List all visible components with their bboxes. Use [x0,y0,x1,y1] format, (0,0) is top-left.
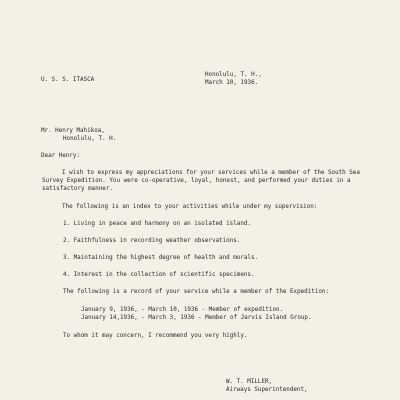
ship-name: U. S. S. ITASCA [41,77,95,83]
record-intro: The following is a record of your service while a member of the Expedition: [63,289,329,295]
index-item: 4. Interest in the collection of scientific specimens. [63,272,255,278]
index-item: 3. Maintaining the highest degree of health and morals. [63,255,259,261]
recipient-place: Honolulu, T. H. [63,136,117,142]
record-item: January 9, 1936, - March 10, 1936 - Member of expedition. [81,307,284,313]
recommendation: To whom it may concern, I recommend you very highly. [63,333,248,339]
index-item: 2. Faithfulness in recording weather observations. [63,238,241,244]
signature-name: W. T. MILLER, [226,379,273,385]
letter-place: Honolulu, T. H., [205,72,262,78]
recipient-name: Mr. Henry Mahikoa, [41,128,105,134]
record-item: January 14,1936, - March 3, 1936 - Member of Jarvis Island Group. [81,315,312,321]
intro-paragraph: I wish to express my appreciations for your services while a member of the South Sea Survey Expedition. You were co-operative, loyal, honest, and performed your duties in a satisfactory manner. [42,170,360,192]
signature-title: Airways Superintendent, [226,387,308,393]
salutation: Dear Henry: [41,153,81,159]
index-intro: The following is an index to your activities while under my supervision: [62,204,318,210]
letter-date: March 10, 1936. [205,80,259,86]
index-item: 1. Living in peace and harmony on an isolated island. [63,221,251,227]
